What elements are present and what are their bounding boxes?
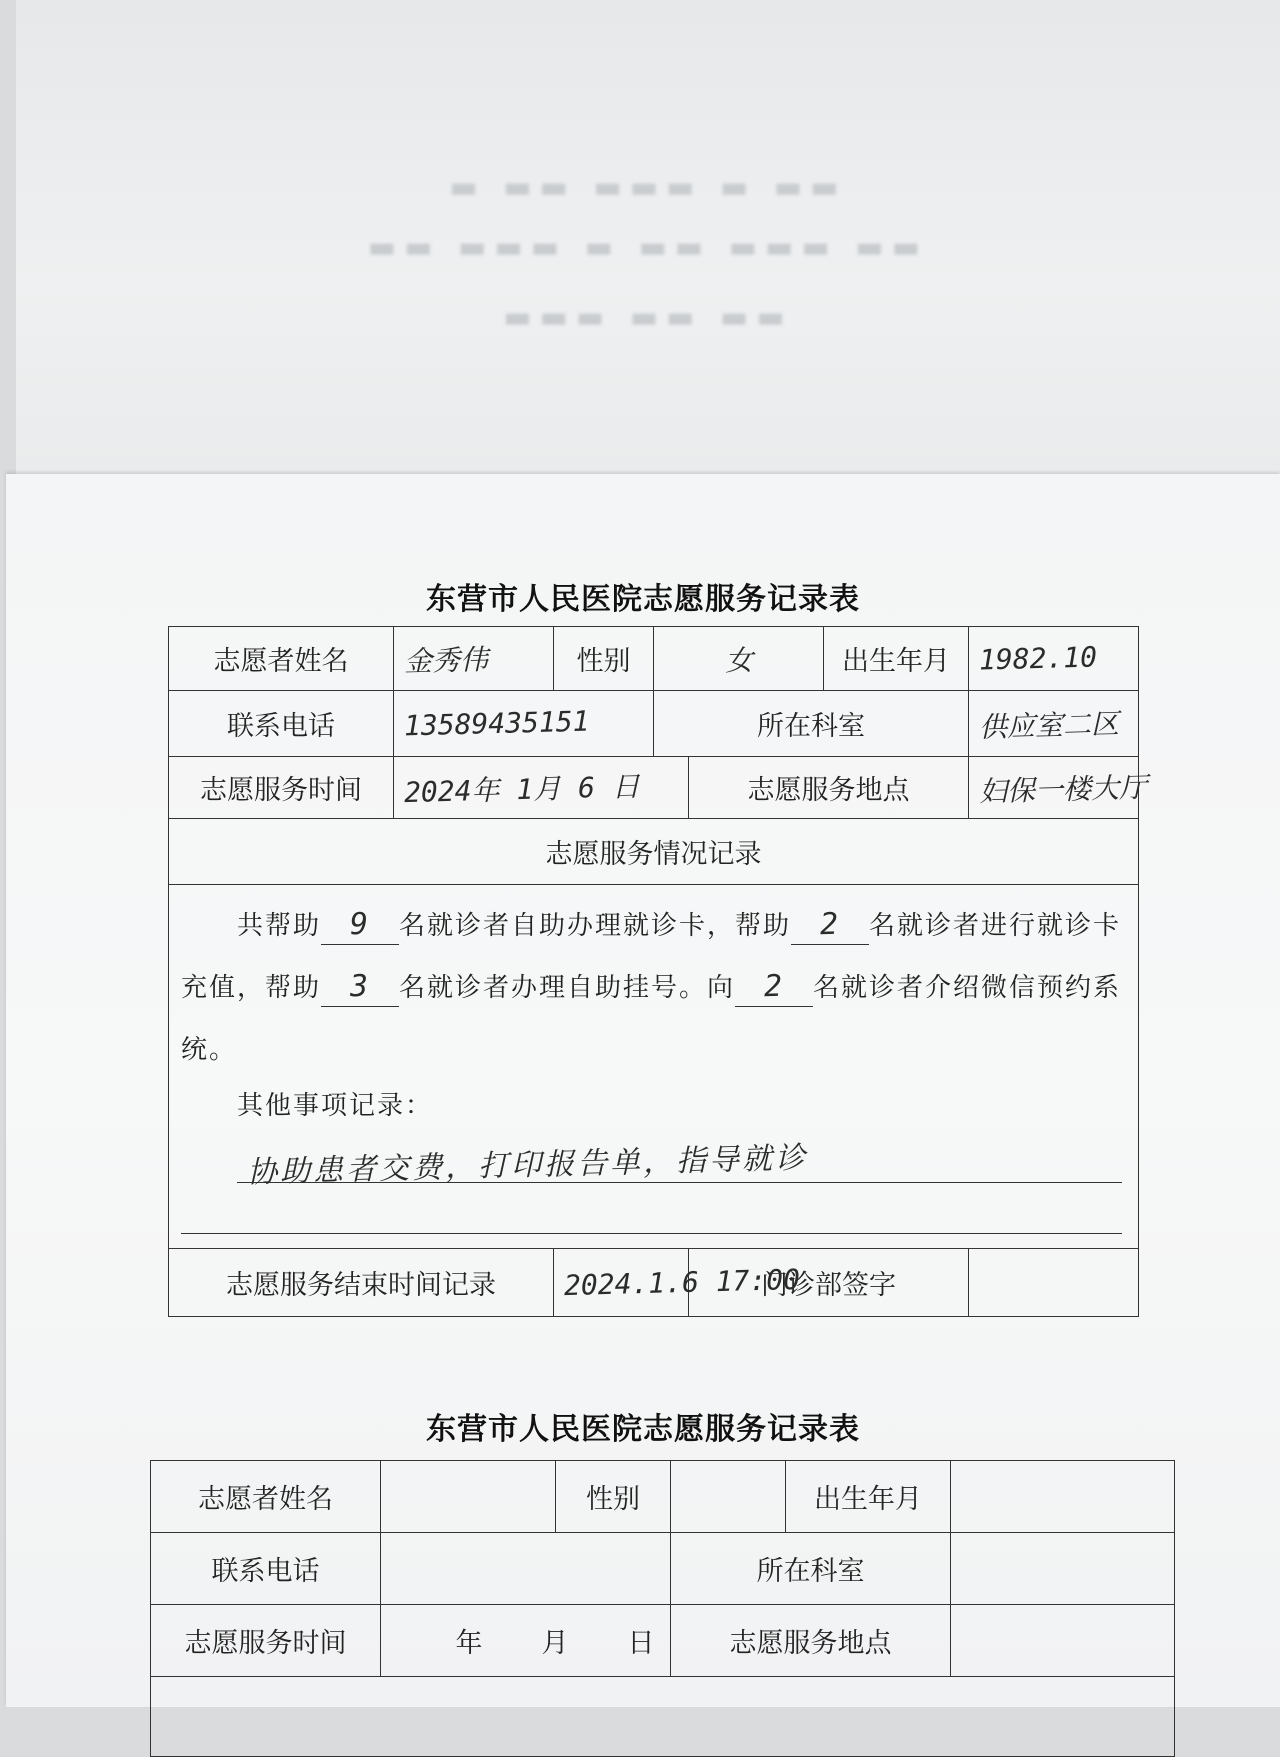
signature-label: 门诊部签字 — [689, 1249, 969, 1317]
blank-line — [181, 1219, 1122, 1234]
form2-service-place-label: 志愿服务地点 — [671, 1605, 951, 1677]
service-time-label: 志愿服务时间 — [169, 757, 394, 819]
gender-label: 性别 — [554, 627, 654, 691]
bleed-through-text: ▬▬ ▬▬▬ ▬ ▬▬ ▬▬▬ ▬▬ — [367, 230, 929, 265]
year-label: 年 — [455, 1628, 483, 1659]
previous-page — [16, 0, 1280, 474]
form2-title: 东营市人民医院志愿服务记录表 — [426, 1412, 860, 1447]
form2-date-field[interactable] — [381, 1605, 671, 1677]
form2-birth-label: 出生年月 — [786, 1461, 951, 1533]
bleed-through-text: ▬ ▬▬ ▬▬▬ ▬ ▬▬ — [449, 170, 847, 205]
count-blank-3: 3 — [321, 969, 399, 1007]
bleed-through-text: ▬▬▬ ▬▬ ▬▬ — [503, 300, 793, 335]
form2-phone-label: 联系电话 — [151, 1533, 381, 1605]
phone-label: 联系电话 — [169, 691, 394, 757]
record-paragraph: 共帮助 9 名就诊者自助办理就诊卡，帮助 2 名就诊者进行就诊卡充值，帮助 3 名就诊者办理自助挂号。向 2 名就诊者介绍微信预约系统。 — [181, 906, 1122, 1065]
birth-value: 1982.10 — [969, 627, 1139, 691]
other-items-label: 其他事项记录： — [237, 1091, 434, 1121]
record-header: 志愿服务情况记录 — [169, 819, 1139, 885]
form2-department-value[interactable] — [951, 1533, 1175, 1605]
service-place-label: 志愿服务地点 — [689, 757, 969, 819]
form2-name-value[interactable] — [381, 1461, 556, 1533]
birth-label: 出生年月 — [824, 627, 969, 691]
service-date-value: 2024年 1月 6 日 — [394, 757, 689, 819]
name-value: 金秀伟 — [394, 627, 554, 691]
day-label: 日 — [627, 1628, 655, 1659]
form1-title: 东营市人民医院志愿服务记录表 — [426, 582, 860, 617]
service-place-value: 妇保一楼大厅 — [969, 757, 1139, 819]
count-blank-1: 9 — [321, 907, 399, 945]
form2-next-row — [151, 1677, 1175, 1757]
form-page — [6, 474, 1280, 1707]
form1-table — [168, 626, 1148, 1317]
name-label: 志愿者姓名 — [169, 627, 394, 691]
form2-phone-value[interactable] — [381, 1533, 671, 1605]
end-time-value: 2024.1.6 17:00 — [554, 1249, 689, 1317]
form2-service-time-label: 志愿服务时间 — [151, 1605, 381, 1677]
form2-service-place-value[interactable] — [951, 1605, 1175, 1677]
end-time-label: 志愿服务结束时间记录 — [169, 1249, 554, 1317]
phone-value: 13589435151 — [394, 691, 654, 757]
count-blank-2: 2 — [791, 907, 869, 945]
month-label: 月 — [541, 1628, 569, 1659]
department-label: 所在科室 — [654, 691, 969, 757]
form2-name-label: 志愿者姓名 — [151, 1461, 381, 1533]
form2-gender-label: 性别 — [556, 1461, 671, 1533]
form2-department-label: 所在科室 — [671, 1533, 951, 1605]
record-body — [169, 885, 1139, 1249]
department-value: 供应室二区 — [969, 691, 1139, 757]
gender-value: 女 — [654, 627, 824, 691]
form2-birth-value[interactable] — [951, 1461, 1175, 1533]
form2-gender-value[interactable] — [671, 1461, 786, 1533]
other-items-line: 协助患者交费，打印报告单，指导就诊 — [237, 1140, 1122, 1183]
form2-table — [150, 1460, 1175, 1757]
count-blank-4: 2 — [735, 969, 813, 1007]
signature-value — [969, 1249, 1139, 1317]
